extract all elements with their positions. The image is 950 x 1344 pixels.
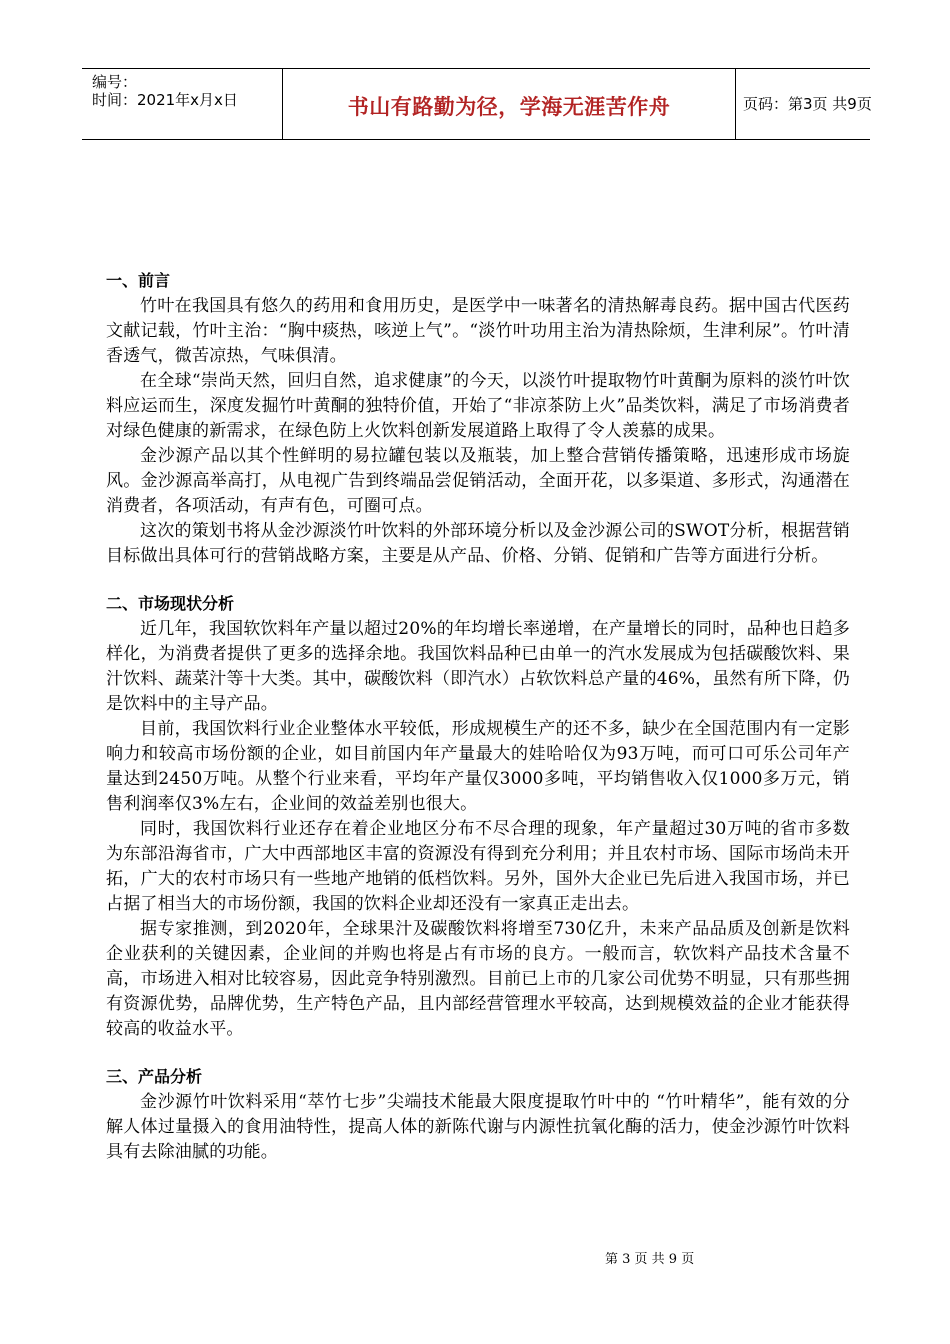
paragraph: 在全球“崇尚天然，回归自然，追求健康”的今天，以淡竹叶提取物竹叶黄酮为原料的淡竹叶饮料应运而生，深度发掘竹叶黄酮的独特价值，开始了“非凉茶防上火”品类饮料，满足了市场消费者对绿色健康的新需求，在绿色防上火饮料创新发展道路上取得了令人羡慕的成果。 — [106, 371, 850, 441]
header-meta-cell — [82, 69, 282, 139]
paragraph: 近几年，我国软饮料年产量以超过20%的年均增长率递增，在产量增长的同时，品种也日趋多样化，为消费者提供了更多的选择余地。我国饮料品种已由单一的汽水发展成为包括碳酸饮料、果汁饮料、蔬菜汁等十大类。其中，碳酸饮料（即汽水）占软饮料总产量的46%，虽然有所下降，仍是饮料中的主导产品。 — [106, 619, 850, 714]
document-header — [82, 68, 870, 140]
header-motto-cell — [282, 69, 736, 139]
header-page-code: 页码：第3页 共9页 — [743, 95, 872, 113]
page-footer: 第 3 页 共 9 页 — [605, 1252, 695, 1267]
paragraph: 据专家推测，到2020年，全球果汁及碳酸饮料将增至730亿升，未来产品品质及创新是饮料企业获利的关键因素，企业间的并购也将是占有市场的良方。一般而言，软饮料产品技术含量不高，市场进入相对比较容易，因此竞争特别激烈。目前已上市的几家公司优势不明显，只有那些拥有资源优势，品牌优势，生产特色产品，且内部经营管理水平较高，达到规模效益的企业才能获得较高的收益水平。 — [106, 919, 850, 1039]
document-body — [106, 268, 850, 1165]
paragraph: 目前，我国饮料行业企业整体水平较低，形成规模生产的还不多，缺少在全国范围内有一定影响力和较高市场份额的企业，如目前国内年产量最大的娃哈哈仅为93万吨，而可口可乐公司年产量达到2450万吨。从整个行业来看，平均年产量仅3000多吨，平均销售收入仅1000多万元，销售利润率仅3%左右，企业间的效益差别也很大。 — [106, 719, 850, 814]
document-number-label: 编号： — [92, 73, 138, 91]
document-time-label: 时间：2021年x月x日 — [92, 91, 238, 109]
paragraph: 同时，我国饮料行业还存在着企业地区分布不尽合理的现象，年产量超过30万吨的省市多数为东部沿海省市，广大中西部地区丰富的资源没有得到充分利用；并且农村市场、国际市场尚未开拓，广大的农村市场只有一些地产地销的低档饮料。另外，国外大企业已先后进入我国市场，并已占据了相当大的市场份额，我国的饮料企业却还没有一家真正走出去。 — [106, 819, 850, 914]
section-title-preface: 一、前言 — [106, 271, 171, 290]
paragraph: 金沙源产品以其个性鲜明的易拉罐包装以及瓶装，加上整合营销传播策略，迅速形成市场旋风。金沙源高举高打，从电视广告到终端品尝促销活动，全面开花，以多渠道、多形式，沟通潜在消费者，各项活动，有声有色，可圈可点。 — [106, 446, 850, 516]
paragraph: 竹叶在我国具有悠久的药用和食用历史，是医学中一味著名的清热解毒良药。据中国古代医药文献记载，竹叶主治：“胸中痰热，咳逆上气”。“淡竹叶功用主治为清热除烦，生津利尿”。竹叶清香透气，微苦凉热，气味俱清。 — [106, 296, 850, 366]
section-title-product: 三、产品分析 — [106, 1067, 203, 1086]
section-title-market: 二、市场现状分析 — [106, 594, 235, 613]
header-motto: 书山有路勤为径，学海无涯苦作舟 — [347, 95, 671, 119]
paragraph: 这次的策划书将从金沙源淡竹叶饮料的外部环境分析以及金沙源公司的SWOT分析，根据营销目标做出具体可行的营销战略方案，主要是从产品、价格、分销、促销和广告等方面进行分析。 — [106, 521, 850, 566]
paragraph: 金沙源竹叶饮料采用“萃竹七步”尖端技术能最大限度提取竹叶中的 “竹叶精华”，能有效的分解人体过量摄入的食用油特性，提高人体的新陈代谢与内源性抗氧化酶的活力，使金沙源竹叶饮料具有去除油腻的功能。 — [106, 1092, 850, 1162]
header-page-cell — [735, 69, 870, 139]
